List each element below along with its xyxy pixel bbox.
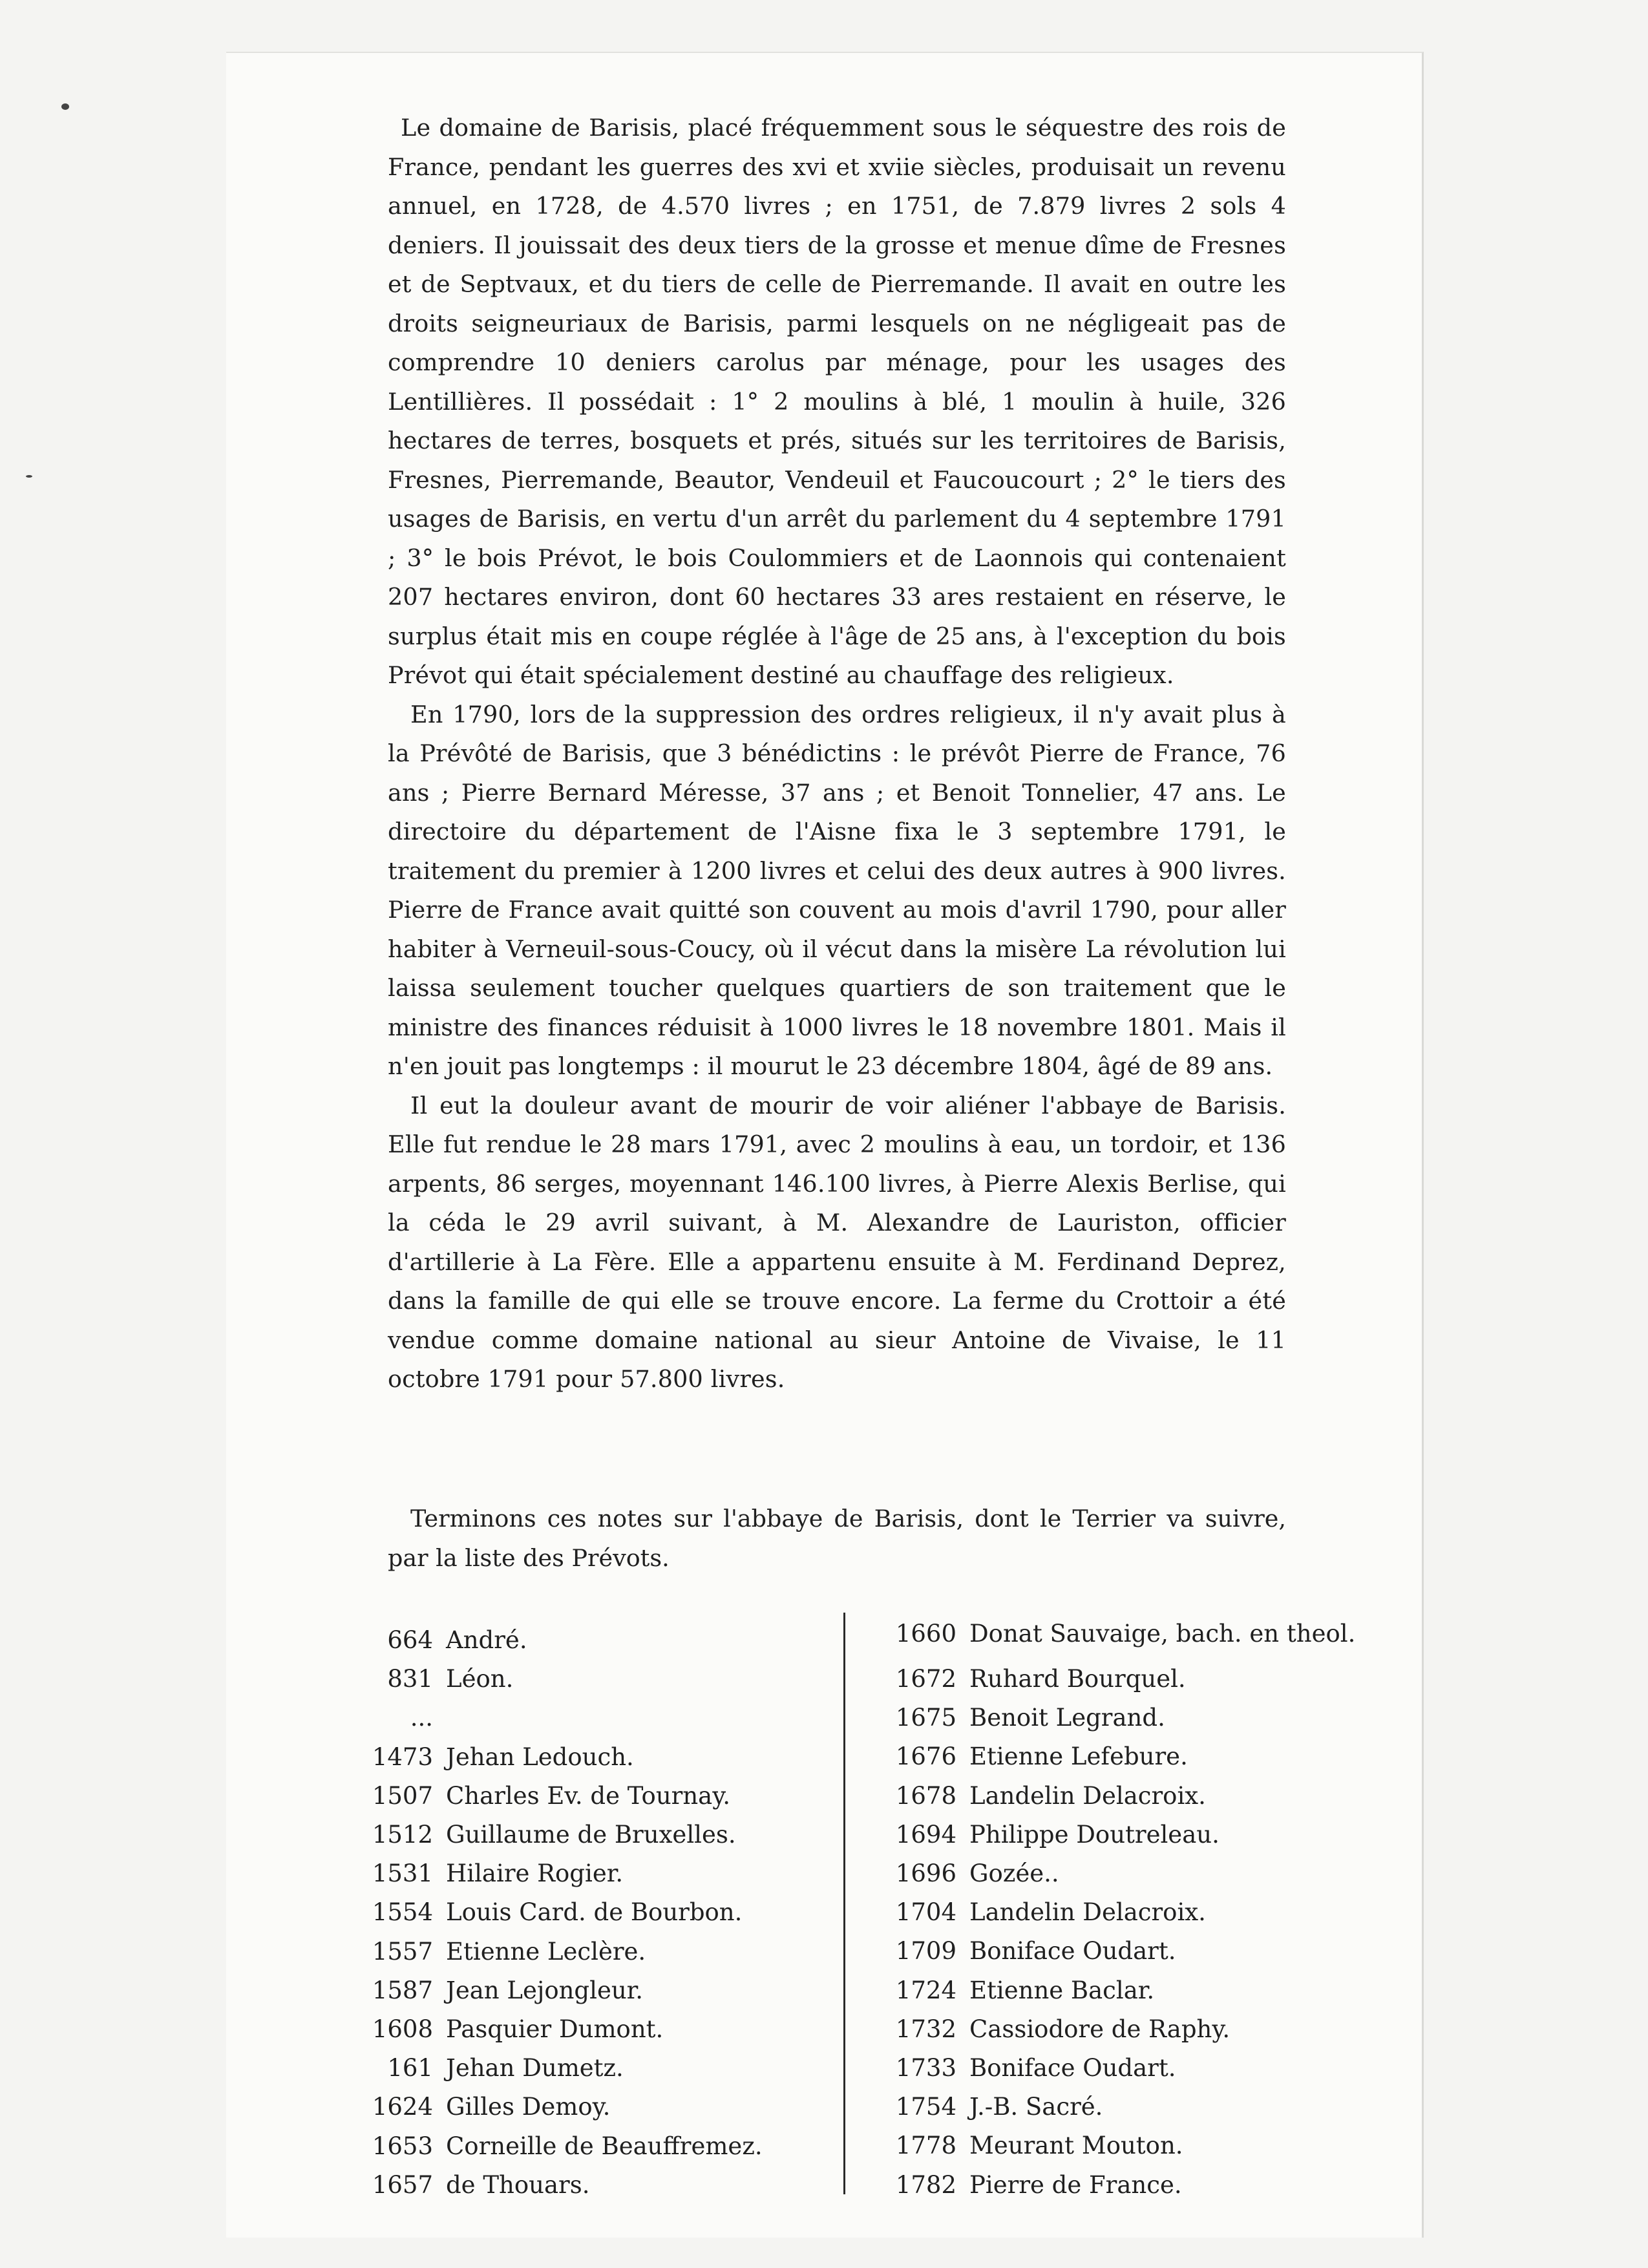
prevot-year: 1782: [895, 2170, 956, 2199]
prevot-name: Gozée..: [969, 1860, 1059, 1888]
prevot-row: [362, 1621, 827, 1660]
prevot-row: [860, 1854, 1370, 1893]
prevot-row: [860, 1971, 1370, 2010]
prevot-row: [860, 1621, 1370, 1660]
prevot-name: Boniface Oudart.: [969, 1937, 1176, 1966]
prevot-name: Hilaire Rogier.: [446, 1860, 624, 1888]
prevot-name: J.-B. Sacré.: [969, 2093, 1103, 2121]
prevot-year: 1732: [895, 2015, 956, 2043]
prevot-row: [860, 1737, 1370, 1776]
prevot-year: 1557: [372, 1937, 433, 1966]
prevot-row: [362, 2088, 827, 2126]
prevot-year: 1587: [372, 1976, 433, 2004]
prevot-name: Donat Sauvaige, bach. en theol.: [969, 1620, 1356, 1648]
prevot-year: 831: [387, 1665, 433, 1693]
prevot-name: Gilles Demoy.: [446, 2093, 611, 2121]
prevot-year: 1696: [895, 1860, 956, 1888]
prevot-name: Pasquier Dumont.: [446, 2015, 664, 2044]
prevot-year: 1608: [372, 2015, 433, 2044]
prevot-row: [362, 2049, 827, 2088]
prevot-year: 1733: [895, 2054, 956, 2083]
prevot-row: [860, 1816, 1370, 1854]
prevot-year: 1675: [895, 1704, 956, 1732]
prevot-name: Pierre de France.: [969, 2170, 1182, 2199]
prevot-name: Jean Lejongleur.: [446, 1976, 644, 2004]
prevot-name: Etienne Leclère.: [446, 1937, 646, 1966]
column-divider: [843, 1613, 845, 2194]
prevot-row: [362, 2127, 827, 2166]
prevot-name: Etienne Lefebure.: [969, 1743, 1188, 1771]
prevot-year: 1724: [895, 1976, 956, 2004]
prevot-year: 1554: [372, 1898, 433, 1927]
prevot-row: [860, 1932, 1370, 1971]
prevot-name: Jehan Ledouch.: [446, 1743, 634, 1771]
prevot-year: 1678: [895, 1781, 956, 1810]
prevot-row: [860, 1893, 1370, 1932]
prevot-year: 1704: [895, 1898, 956, 1927]
prevot-name: Landelin Delacroix.: [969, 1781, 1206, 1810]
prevot-year: 1657: [372, 2170, 433, 2199]
prevot-name: de Thouars.: [446, 2170, 590, 2199]
prevot-row: [362, 1660, 827, 1699]
prevot-row: [362, 1738, 827, 1777]
prevot-year: 1709: [895, 1937, 956, 1966]
prevot-row: [362, 1777, 827, 1816]
prevot-row: [362, 1933, 827, 1971]
prevot-name: Léon.: [446, 1665, 514, 1693]
prevot-row: [860, 2126, 1370, 2165]
prevot-year: 1672: [895, 1665, 956, 1693]
prevot-name: Cassiodore de Raphy.: [969, 2015, 1231, 2043]
prevot-row: [860, 2010, 1370, 2049]
prevot-year: 664: [387, 1626, 433, 1654]
prevot-year: 1694: [895, 1820, 956, 1849]
prevot-name: Benoit Legrand.: [969, 1704, 1165, 1732]
prevot-row: [362, 1971, 827, 2010]
prevot-year: 1676: [895, 1743, 956, 1771]
prevot-row: [860, 1699, 1370, 1737]
prevot-row: [860, 1660, 1370, 1699]
prevot-name: Landelin Delacroix.: [969, 1898, 1206, 1927]
prevot-row: [362, 1816, 827, 1854]
prevots-list-right: [860, 1621, 1370, 2205]
prevot-row: [860, 2166, 1370, 2205]
prevot-year: 1507: [372, 1781, 433, 1810]
scan-speck: [61, 103, 69, 110]
prevot-row: [362, 1854, 827, 1893]
prevot-row: [362, 2010, 827, 2049]
paragraph-alienation: Il eut la douleur avant de mourir de voir aliéner l'abbaye de Barisis. Elle fut rendue le 28 mars 1791, avec 2 moulins à eau, un tordoir, et 136 arpents, 86 serges, moyennant 146.100 livres, à Pierre Alexis Berlise, qui la céda le 29 avril suivant, à M. Alexandre de Lauriston, officier d'artillerie à La Fère. Elle a appartenu ensuite à M. Ferdinand Deprez, dans la famille de qui elle se trouve encore. La ferme du Crottoir a été vendue comme domaine national au sieur Antoine de Vivaise, le 11 octobre 1791 pour 57.800 livres.: [388, 1091, 1286, 1393]
prevot-name: Philippe Doutreleau.: [969, 1820, 1220, 1849]
prevot-year: 1473: [372, 1743, 433, 1771]
prevot-name: Ruhard Bourquel.: [969, 1665, 1186, 1693]
prevot-row: [860, 1777, 1370, 1816]
prevot-row: [362, 1699, 827, 1737]
prevot-year: 1512: [372, 1821, 433, 1849]
list-intro: Terminons ces notes sur l'abbaye de Barisis, dont le Terrier va suivre, par la liste des Prévots.: [388, 1505, 1286, 1572]
prevot-year: 1660: [895, 1620, 956, 1648]
prevot-name: Charles Ev. de Tournay.: [446, 1781, 730, 1810]
prevot-name: Etienne Baclar.: [969, 1976, 1155, 2004]
prevot-name: André.: [446, 1626, 527, 1654]
prevot-year: 1531: [372, 1860, 433, 1888]
prevot-row: [860, 2088, 1370, 2126]
prevot-name: Guillaume de Bruxelles.: [446, 1821, 736, 1849]
paragraph-domaine: Le domaine de Barisis, placé fréquemment sous le séquestre des rois de France, pendant les guerres des xvi et xviie siècles, produisait un revenu annuel, en 1728, de 4.570 livres ; en 1751, de 7.879 livres 2 sols 4 deniers. Il jouissait des deux tiers de la grosse et menue dîme de Fresnes et de Septvaux, et du tiers de celle de Pierremande. Il avait en outre les droits seigneuriaux de Barisis, parmi lesquels on ne négligeait pas de comprendre 10 deniers carolus par ménage, pour les usages des Lentillières. Il possédait : 1° 2 moulins à blé, 1 moulin à huile, 326 hectares de terres, bosquets et prés, situés sur les territoires de Barisis, Fresnes, Pierremande, Beautor, Vendeuil et Faucoucourt ; 2° le tiers des usages de Barisis, en vertu d'un arrêt du parlement du 4 septembre 1791 ; 3° le bois Prévot, le bois Coulommiers et de Laonnois qui contenaient 207 hectares environ, dont 60 hectares 33 ares restaient en réserve, le surplus était mis en coupe réglée à l'âge de 25 ans, à l'exception du bois Prévot qui était spécialement destiné au chauffage des religieux.: [388, 114, 1286, 689]
prevot-row: [860, 2049, 1370, 2088]
paragraph-suppression: En 1790, lors de la suppression des ordres religieux, il n'y avait plus à la Prévôté de Barisis, que 3 bénédictins : le prévôt Pierre de France, 76 ans ; Pierre Bernard Méresse, 37 ans ; et Benoit Tonnelier, 47 ans. Le directoire du département de l'Aisne fixa le 3 septembre 1791, le traitement du premier à 1200 livres et celui des deux autres à 900 livres. Pierre de France avait quitté son couvent au mois d'avril 1790, pour aller habiter à Verneuil-sous-Coucy, où il vécut dans la misère La révolution lui laissa seulement toucher quelques quartiers de son traitement que le ministre des finances réduisit à 1000 livres le 18 novembre 1801. Mais il n'en jouit pas longtemps : il mourut le 23 décembre 1804, âgé de 89 ans.: [388, 700, 1286, 1080]
prevot-row: [362, 2166, 827, 2205]
prevot-name: Corneille de Beauffremez.: [446, 2132, 763, 2160]
prevot-year: ...: [410, 1704, 433, 1732]
scan-speck: [26, 475, 32, 478]
prevot-name: Boniface Oudart.: [969, 2054, 1176, 2083]
prevots-list-left: [362, 1621, 827, 2205]
prevot-year: 1653: [372, 2132, 433, 2160]
prevot-name: Louis Card. de Bourbon.: [446, 1898, 743, 1927]
prevot-name: Jehan Dumetz.: [446, 2054, 624, 2083]
body-text: [388, 109, 1286, 1399]
prevot-name: Meurant Mouton.: [969, 2132, 1183, 2160]
prevot-year: 1624: [372, 2093, 433, 2121]
prevot-year: 161: [387, 2054, 433, 2083]
prevot-year: 1754: [895, 2093, 956, 2121]
prevot-row: [362, 1893, 827, 1932]
prevot-year: 1778: [895, 2132, 956, 2160]
